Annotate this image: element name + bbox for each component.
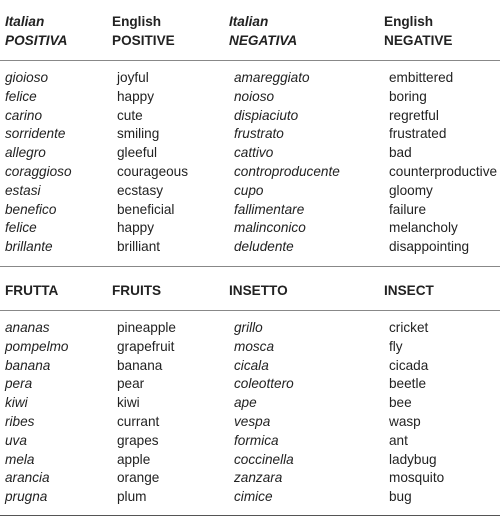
- table-cell: smiling: [117, 126, 160, 142]
- table-row: [0, 451, 500, 470]
- header-insect: INSECT: [384, 283, 434, 298]
- header-label: NEGATIVA: [229, 33, 298, 48]
- header-fruits-insects: [0, 281, 500, 300]
- table-cell: fallimentare: [234, 201, 305, 217]
- table-cell: dispiaciuto: [234, 107, 299, 123]
- table-row: [0, 69, 500, 88]
- table-cell: coleottero: [234, 376, 294, 392]
- table-cell: orange: [117, 470, 160, 486]
- table-cell: joyful: [117, 70, 149, 85]
- table-cell: fly: [389, 338, 403, 354]
- table-row: [0, 357, 500, 376]
- table-cell: banana: [5, 357, 51, 373]
- table-cell: bad: [389, 145, 412, 161]
- table-row: [0, 432, 500, 451]
- table-cell: pompelmo: [5, 338, 69, 354]
- header-insetto: INSETTO: [229, 283, 288, 298]
- table-cell: sorridente: [5, 126, 66, 142]
- table-cell: kiwi: [5, 395, 28, 411]
- table-row: [0, 201, 500, 220]
- table-cell: allegro: [5, 145, 46, 161]
- table-cell: melancholy: [389, 220, 458, 236]
- header-label: POSITIVE: [112, 33, 175, 48]
- table-row: [0, 144, 500, 163]
- header-english-positive: [112, 12, 229, 50]
- header-label: POSITIVA: [5, 33, 68, 48]
- table-row: [0, 219, 500, 238]
- table-cell: cupo: [234, 182, 264, 198]
- header-fruits: FRUITS: [112, 283, 162, 298]
- table-cell: ananas: [5, 320, 50, 335]
- table-cell: controproducente: [234, 163, 340, 179]
- table-cell: coraggioso: [5, 163, 72, 179]
- table-row: [0, 107, 500, 126]
- table-row: [0, 125, 500, 144]
- table-cell: arancia: [5, 470, 50, 486]
- table-cell: happy: [117, 88, 155, 104]
- divider: [0, 515, 500, 516]
- table-cell: brillante: [5, 239, 53, 255]
- table-cell: ape: [234, 395, 257, 411]
- table-cell: failure: [389, 201, 427, 217]
- table-cell: grapes: [117, 432, 159, 448]
- header-english-negative: [384, 12, 495, 50]
- table-cell: ecstasy: [117, 182, 164, 198]
- table-row: [0, 394, 500, 413]
- header-italian-negativa: [229, 12, 384, 50]
- table-cell: mela: [5, 451, 35, 467]
- header-label: NEGATIVE: [384, 33, 453, 48]
- table-cell: courageous: [117, 163, 189, 179]
- table-cell: estasi: [5, 182, 41, 198]
- table-cell: embittered: [389, 70, 454, 85]
- table-cell: apple: [117, 451, 151, 467]
- table-cell: zanzara: [234, 470, 283, 486]
- table-cell: mosca: [234, 338, 275, 354]
- table-cell: cicada: [389, 357, 429, 373]
- divider: [0, 60, 500, 61]
- table-row: [0, 88, 500, 107]
- table-cell: cute: [117, 107, 143, 123]
- table-cell: regretful: [389, 107, 439, 123]
- table-cell: gleeful: [117, 145, 158, 161]
- table-cell: beetle: [389, 376, 427, 392]
- header-label: Italian: [5, 14, 45, 29]
- section-fruits-insects: [0, 319, 500, 507]
- table-row: [0, 319, 500, 338]
- table-row: [0, 182, 500, 201]
- table-cell: formica: [234, 432, 279, 448]
- table-cell: uva: [5, 432, 27, 448]
- table-cell: pineapple: [117, 320, 176, 335]
- table-row: [0, 488, 500, 507]
- table-cell: cimice: [234, 489, 273, 505]
- header-italian-positiva: [0, 12, 112, 50]
- table-cell: coccinella: [234, 451, 294, 467]
- table-cell: noioso: [234, 88, 275, 104]
- table-cell: pera: [5, 376, 33, 392]
- table-row: [0, 413, 500, 432]
- table-cell: carino: [5, 107, 43, 123]
- table-cell: happy: [117, 220, 155, 236]
- table-cell: ribes: [5, 413, 35, 429]
- section-emotions: [0, 69, 500, 257]
- header-label: English: [112, 14, 162, 29]
- table-row: [0, 338, 500, 357]
- table-cell: disappointing: [389, 239, 470, 255]
- table-cell: ladybug: [389, 451, 437, 467]
- table-cell: grillo: [234, 320, 263, 335]
- table-cell: plum: [117, 489, 147, 505]
- table-cell: malinconico: [234, 220, 306, 236]
- divider: [0, 266, 500, 267]
- table-cell: deludente: [234, 239, 294, 255]
- table-cell: bug: [389, 489, 412, 505]
- table-cell: gloomy: [389, 182, 433, 198]
- table-cell: frustrated: [389, 126, 447, 142]
- table-cell: banana: [117, 357, 163, 373]
- table-cell: brilliant: [117, 239, 161, 255]
- header-frutta: FRUTTA: [5, 283, 59, 298]
- table-cell: beneficial: [117, 201, 175, 217]
- table-cell: pear: [117, 376, 145, 392]
- table-cell: boring: [389, 88, 427, 104]
- header-positive-negative: [0, 12, 500, 50]
- header-label: English: [384, 14, 434, 29]
- table-cell: wasp: [389, 413, 421, 429]
- table-row: [0, 469, 500, 488]
- table-row: [0, 238, 500, 257]
- table-cell: bee: [389, 395, 412, 411]
- table-row: [0, 375, 500, 394]
- table-cell: currant: [117, 413, 160, 429]
- header-label: Italian: [229, 14, 269, 29]
- table-cell: counterproductive: [389, 163, 498, 179]
- table-cell: prugna: [5, 489, 48, 505]
- table-cell: amareggiato: [234, 70, 310, 85]
- table-cell: cicala: [234, 357, 269, 373]
- table-cell: frustrato: [234, 126, 284, 142]
- table-cell: benefico: [5, 201, 57, 217]
- table-cell: felice: [5, 88, 37, 104]
- table-cell: cricket: [389, 320, 429, 335]
- table-cell: felice: [5, 220, 37, 236]
- table-cell: cattivo: [234, 145, 274, 161]
- table-cell: vespa: [234, 413, 271, 429]
- table-cell: ant: [389, 432, 408, 448]
- table-cell: kiwi: [117, 395, 140, 411]
- table-cell: grapefruit: [117, 338, 175, 354]
- table-row: [0, 163, 500, 182]
- divider: [0, 310, 500, 311]
- table-cell: gioioso: [5, 70, 49, 85]
- table-cell: mosquito: [389, 470, 445, 486]
